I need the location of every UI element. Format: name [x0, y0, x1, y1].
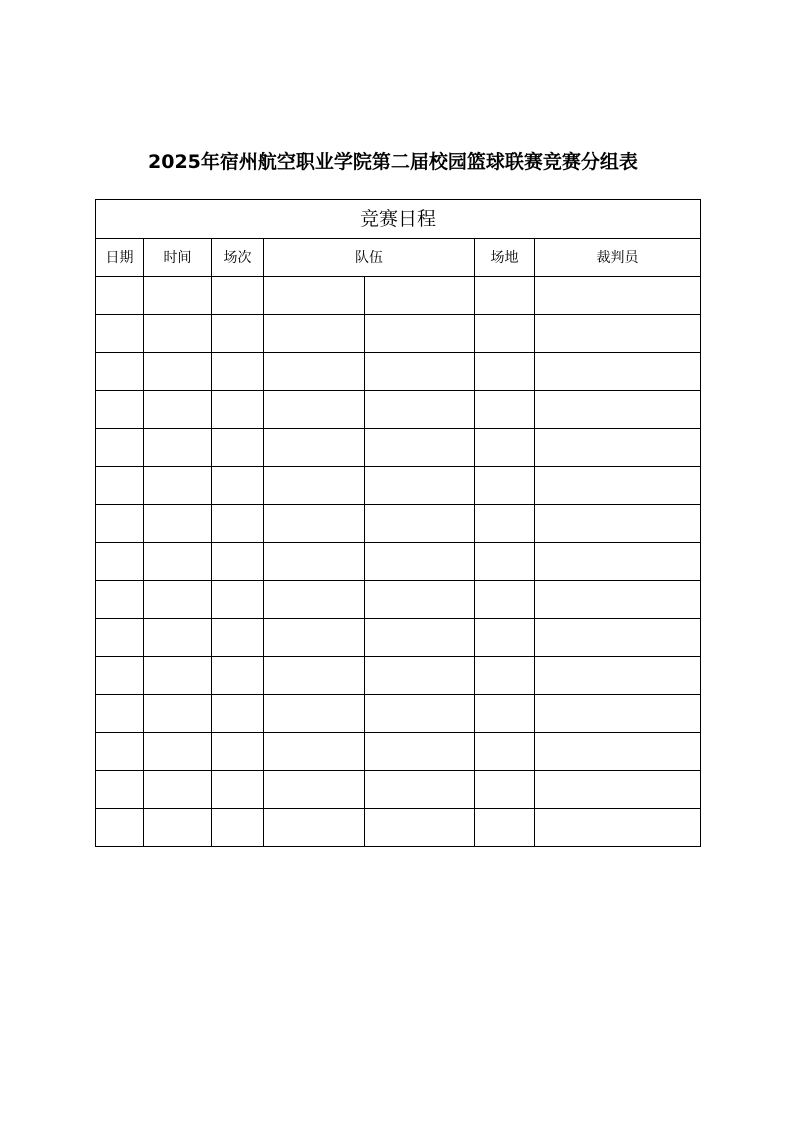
cell-match-no[interactable]	[212, 467, 264, 505]
cell-date[interactable]	[96, 733, 144, 771]
cell-referee[interactable]	[535, 353, 701, 391]
table-row	[96, 543, 701, 581]
header-teams: 队伍	[264, 239, 475, 277]
cell-date[interactable]	[96, 391, 144, 429]
cell-date[interactable]	[96, 543, 144, 581]
cell-date[interactable]	[96, 353, 144, 391]
cell-venue[interactable]	[475, 391, 535, 429]
cell-date[interactable]	[96, 277, 144, 315]
header-match-no: 场次	[212, 239, 264, 277]
cell-time[interactable]	[144, 429, 212, 467]
cell-match-no[interactable]	[212, 315, 264, 353]
table-row	[96, 277, 701, 315]
cell-referee[interactable]	[535, 581, 701, 619]
cell-date[interactable]	[96, 695, 144, 733]
table-row	[96, 353, 701, 391]
cell-team-a[interactable]	[264, 277, 365, 315]
cell-referee[interactable]	[535, 429, 701, 467]
cell-date[interactable]	[96, 619, 144, 657]
cell-time[interactable]	[144, 695, 212, 733]
cell-match-no[interactable]	[212, 391, 264, 429]
cell-referee[interactable]	[535, 695, 701, 733]
cell-venue[interactable]	[475, 505, 535, 543]
cell-time[interactable]	[144, 505, 212, 543]
cell-team-a[interactable]	[264, 467, 365, 505]
table-row	[96, 809, 701, 847]
cell-venue[interactable]	[475, 695, 535, 733]
cell-match-no[interactable]	[212, 505, 264, 543]
cell-team-a[interactable]	[264, 695, 365, 733]
cell-team-a[interactable]	[264, 771, 365, 809]
cell-team-a[interactable]	[264, 315, 365, 353]
header-venue: 场地	[475, 239, 535, 277]
cell-time[interactable]	[144, 619, 212, 657]
cell-match-no[interactable]	[212, 543, 264, 581]
cell-date[interactable]	[96, 771, 144, 809]
table-header-row	[96, 239, 701, 277]
cell-time[interactable]	[144, 353, 212, 391]
cell-referee[interactable]	[535, 657, 701, 695]
table-row	[96, 695, 701, 733]
cell-match-no[interactable]	[212, 277, 264, 315]
cell-referee[interactable]	[535, 809, 701, 847]
table-caption-row	[96, 200, 701, 239]
cell-date[interactable]	[96, 809, 144, 847]
cell-team-b[interactable]	[365, 733, 475, 771]
cell-referee[interactable]	[535, 619, 701, 657]
cell-match-no[interactable]	[212, 733, 264, 771]
cell-venue[interactable]	[475, 315, 535, 353]
cell-team-b[interactable]	[365, 619, 475, 657]
cell-venue[interactable]	[475, 581, 535, 619]
cell-team-a[interactable]	[264, 543, 365, 581]
cell-referee[interactable]	[535, 391, 701, 429]
cell-time[interactable]	[144, 543, 212, 581]
table-row	[96, 467, 701, 505]
header-date: 日期	[96, 239, 144, 277]
cell-team-b[interactable]	[365, 695, 475, 733]
header-referee: 裁判员	[535, 239, 701, 277]
cell-team-b[interactable]	[365, 391, 475, 429]
cell-date[interactable]	[96, 505, 144, 543]
cell-date[interactable]	[96, 315, 144, 353]
cell-team-a[interactable]	[264, 429, 365, 467]
cell-team-a[interactable]	[264, 619, 365, 657]
cell-match-no[interactable]	[212, 581, 264, 619]
cell-time[interactable]	[144, 809, 212, 847]
cell-team-b[interactable]	[365, 543, 475, 581]
document-title: 2025年宿州航空职业学院第二届校园篮球联赛竞赛分组表	[148, 151, 638, 173]
cell-time[interactable]	[144, 277, 212, 315]
schedule-table	[95, 199, 701, 847]
cell-date[interactable]	[96, 467, 144, 505]
cell-match-no[interactable]	[212, 771, 264, 809]
table-row	[96, 619, 701, 657]
cell-team-b[interactable]	[365, 657, 475, 695]
cell-time[interactable]	[144, 391, 212, 429]
cell-date[interactable]	[96, 657, 144, 695]
cell-venue[interactable]	[475, 809, 535, 847]
cell-team-b[interactable]	[365, 277, 475, 315]
cell-referee[interactable]	[535, 505, 701, 543]
cell-team-a[interactable]	[264, 505, 365, 543]
cell-venue[interactable]	[475, 467, 535, 505]
cell-team-a[interactable]	[264, 733, 365, 771]
cell-team-b[interactable]	[365, 315, 475, 353]
cell-venue[interactable]	[475, 733, 535, 771]
cell-team-b[interactable]	[365, 353, 475, 391]
cell-venue[interactable]	[475, 543, 535, 581]
cell-date[interactable]	[96, 429, 144, 467]
cell-venue[interactable]	[475, 277, 535, 315]
cell-referee[interactable]	[535, 315, 701, 353]
cell-venue[interactable]	[475, 771, 535, 809]
cell-match-no[interactable]	[212, 695, 264, 733]
cell-venue[interactable]	[475, 429, 535, 467]
cell-team-b[interactable]	[365, 581, 475, 619]
cell-time[interactable]	[144, 771, 212, 809]
cell-team-a[interactable]	[264, 657, 365, 695]
cell-referee[interactable]	[535, 733, 701, 771]
cell-team-a[interactable]	[264, 581, 365, 619]
cell-match-no[interactable]	[212, 429, 264, 467]
cell-time[interactable]	[144, 657, 212, 695]
cell-referee[interactable]	[535, 467, 701, 505]
cell-referee[interactable]	[535, 771, 701, 809]
cell-date[interactable]	[96, 581, 144, 619]
cell-time[interactable]	[144, 581, 212, 619]
cell-venue[interactable]	[475, 619, 535, 657]
cell-team-a[interactable]	[264, 353, 365, 391]
cell-team-a[interactable]	[264, 809, 365, 847]
cell-time[interactable]	[144, 467, 212, 505]
table-caption: 竞赛日程	[96, 200, 701, 239]
cell-match-no[interactable]	[212, 619, 264, 657]
cell-team-b[interactable]	[365, 505, 475, 543]
header-time: 时间	[144, 239, 212, 277]
table-row	[96, 733, 701, 771]
cell-team-a[interactable]	[264, 391, 365, 429]
cell-venue[interactable]	[475, 657, 535, 695]
table-row	[96, 505, 701, 543]
cell-team-b[interactable]	[365, 809, 475, 847]
cell-venue[interactable]	[475, 353, 535, 391]
cell-match-no[interactable]	[212, 657, 264, 695]
cell-time[interactable]	[144, 733, 212, 771]
table-row	[96, 581, 701, 619]
cell-time[interactable]	[144, 315, 212, 353]
table-row	[96, 771, 701, 809]
table-row	[96, 657, 701, 695]
cell-referee[interactable]	[535, 543, 701, 581]
table-row	[96, 429, 701, 467]
cell-match-no[interactable]	[212, 809, 264, 847]
cell-referee[interactable]	[535, 277, 701, 315]
cell-team-b[interactable]	[365, 771, 475, 809]
table-row	[96, 315, 701, 353]
cell-team-b[interactable]	[365, 467, 475, 505]
cell-team-b[interactable]	[365, 429, 475, 467]
table-row	[96, 391, 701, 429]
cell-match-no[interactable]	[212, 353, 264, 391]
